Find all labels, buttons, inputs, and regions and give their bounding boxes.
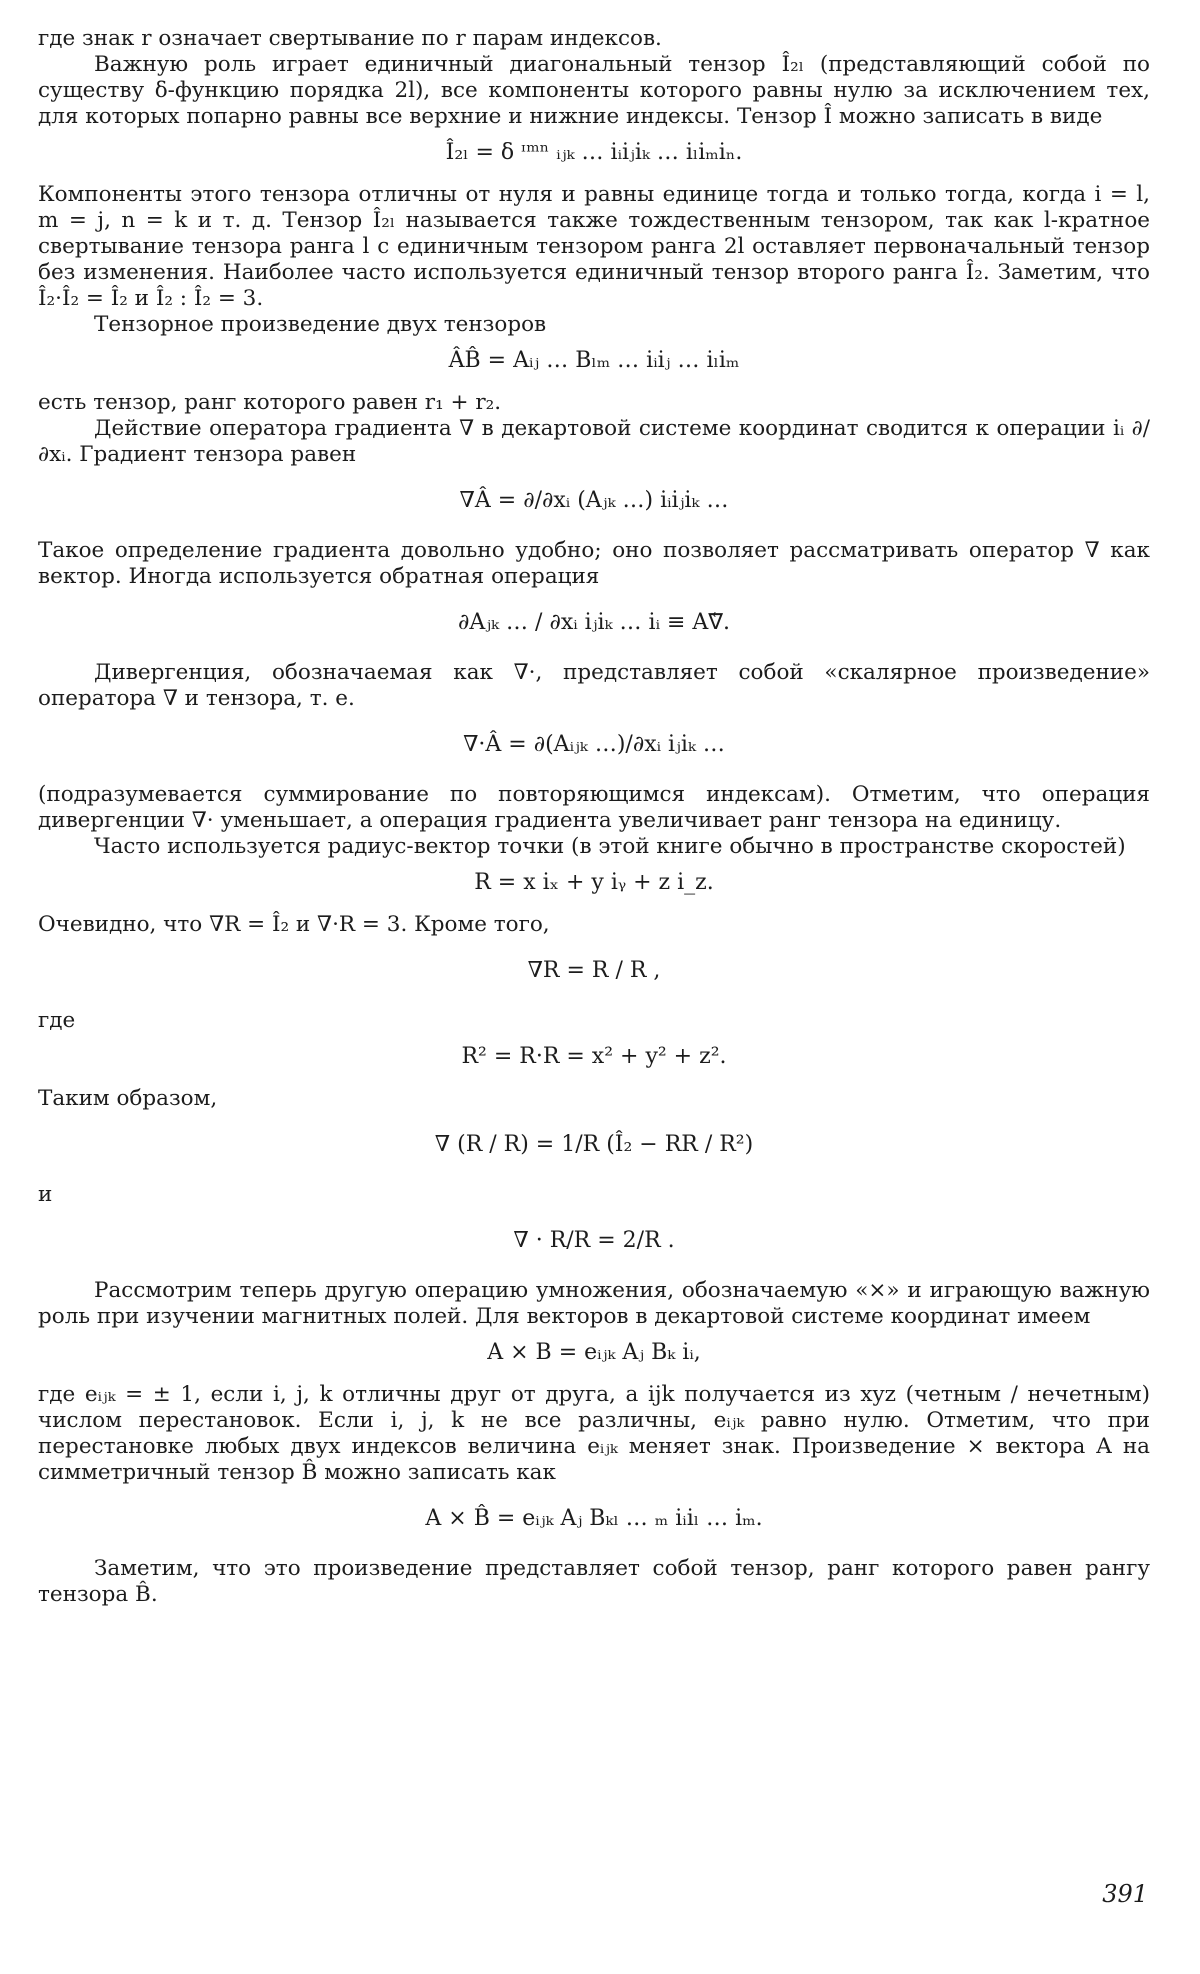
paragraph: Рассмотрим теперь другую операцию умножения, обозначаемую «×» и играющую важную роль при изучении магнитных полей. Для векторов в декартовой системе координат имеем (38, 1278, 1150, 1329)
paragraph: и (38, 1182, 53, 1207)
paragraph: Такое определение градиента довольно удобно; оно позволяет рассматривать оператор ∇ как вектор. Иногда используется обратная операция (38, 538, 1150, 589)
equation: Î₂ₗ = δ ᶦᵐⁿ ᵢⱼₖ … iᵢiⱼiₖ … iₗiₘiₙ. (445, 140, 743, 165)
equation: ∇ (R / R) = 1/R (Î₂ − RR / R²) (434, 1132, 754, 1157)
paragraph: Тензорное произведение двух тензоров (94, 312, 547, 337)
equation: R² = R·R = x² + y² + z². (461, 1044, 727, 1069)
equation: ∂Aⱼₖ … / ∂xᵢ iⱼiₖ … iᵢ ≡ A∇⃖. (457, 610, 731, 635)
equation: ∇Â = ∂/∂xᵢ (Aⱼₖ …) iᵢiⱼiₖ … (459, 488, 729, 513)
equation: R = x iₓ + y iᵧ + z i_z. (474, 870, 714, 895)
equation: ∇·Â = ∂(Aᵢⱼₖ …)/∂xᵢ iⱼiₖ … (463, 732, 725, 757)
paragraph: Важную роль играет единичный диагональный тензор Î₂ₗ (представляющий собой по существу δ-функцию порядка 2l), все компоненты которого равны нулю за исключением тех, для которых попарно равны все верхние и нижние индексы. Тензор Î можно записать в виде (38, 52, 1150, 129)
paragraph: где (38, 1008, 76, 1033)
paragraph: Действие оператора градиента ∇ в декартовой системе координат сводится к операции iᵢ ∂/∂xᵢ. Градиент тензора равен (38, 416, 1150, 467)
equation: A × B = eᵢⱼₖ Aⱼ Bₖ iᵢ, (487, 1340, 701, 1365)
paragraph: Очевидно, что ∇R = Î₂ и ∇·R = 3. Кроме того, (38, 912, 550, 937)
paragraph: где eᵢⱼₖ = ± 1, если i, j, k отличны друг от друга, а ijk получается из xyz (четным / нечетным) числом перестановок. Если i, j, k не все различны, eᵢⱼₖ равно нулю. Отметим, что при перестановке любых двух индексов величина eᵢⱼₖ меняет знак. Произведение × вектора A на симметричный тензор B̂ можно записать как (38, 1382, 1150, 1485)
paragraph: Часто используется радиус-вектор точки (в этой книге обычно в пространстве скоростей) (94, 834, 1126, 859)
equation: ÂB̂ = Aᵢⱼ … Bₗₘ … iᵢiⱼ … iₗiₘ (448, 348, 740, 373)
paragraph: есть тензор, ранг которого равен r₁ + r₂. (38, 390, 502, 415)
paragraph: Заметим, что это произведение представляет собой тензор, ранг которого равен рангу тензора B̂. (38, 1556, 1150, 1607)
page-number: 391 (1102, 1880, 1148, 1908)
equation: ∇ · R/R = 2/R . (513, 1228, 675, 1253)
paragraph: Таким образом, (38, 1086, 218, 1111)
paragraph: где знак r означает свертывание по r парам индексов. (38, 26, 662, 51)
paragraph: Компоненты этого тензора отличны от нуля и равны единице тогда и только тогда, когда i = l, m = j, n = k и т. д. Тензор Î₂ₗ называется также тождественным тензором, так как l-кратное свертывание тензора ранга l с единичным тензором ранга 2l оставляет первоначальный тензор без изменения. Наиболее часто используется единичный тензор второго ранга Î₂. Заметим, что Î₂·Î₂ = Î₂ и Î₂ : Î₂ = 3. (38, 182, 1150, 311)
paragraph: (подразумевается суммирование по повторяющимся индексам). Отметим, что операция дивергенции ∇· уменьшает, а операция градиента увеличивает ранг тензора на единицу. (38, 782, 1150, 833)
page-text (38, 26, 1150, 1608)
equation: A × B̂ = eᵢⱼₖ Aⱼ Bₖₗ … ₘ iᵢiₗ … iₘ. (425, 1506, 763, 1531)
equation: ∇R = R / R , (527, 958, 661, 983)
paragraph: Дивергенция, обозначаемая как ∇·, представляет собой «скалярное произведение» оператора ∇ и тензора, т. е. (38, 660, 1150, 711)
